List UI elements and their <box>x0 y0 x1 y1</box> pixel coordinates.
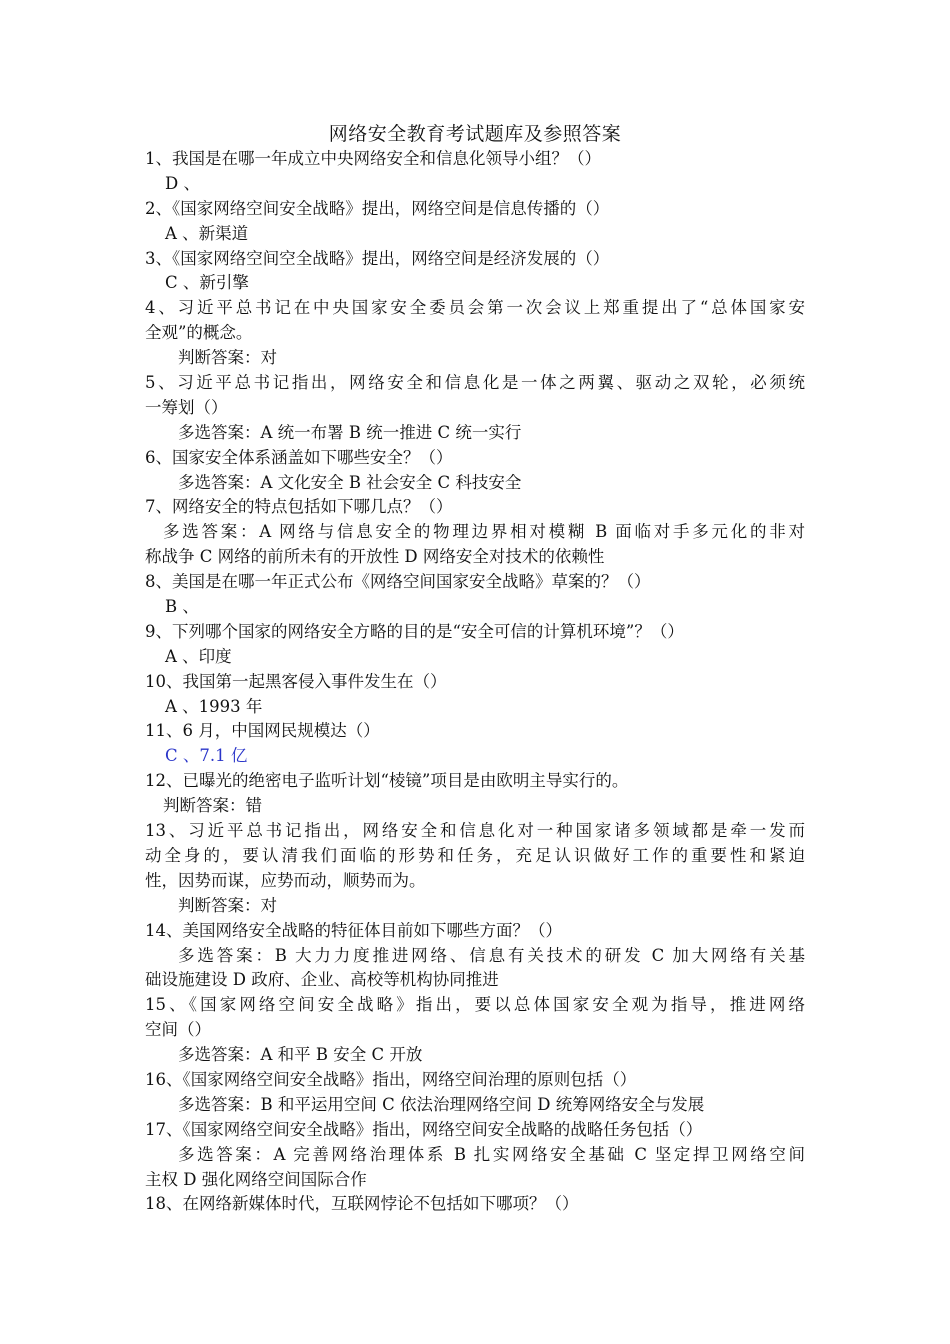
text-line: 12、已曝光的绝密电子监听计划“棱镜”项目是由欧明主导实行的。 <box>145 771 629 791</box>
text-line: 多选答案：A 文化安全 B 社会安全 C 科技安全 <box>178 472 522 492</box>
text-line: 础设施建设 D 政府、企业、高校等机构协同推进 <box>145 970 499 990</box>
text-line: 判断答案：对 <box>178 348 277 368</box>
text-line: 称战争 C 网络的前所未有的开放性 D 网络安全对技术的依赖性 <box>145 547 605 567</box>
text-line: 9、下列哪个国家的网络安全方略的目的是“安全可信的计算机环境”？（） <box>145 621 684 641</box>
text-line: 11、6 月，中国网民规模达（） <box>145 721 380 741</box>
document-title: 网络安全教育考试题库及参照答案 <box>328 123 622 145</box>
text-line: C 、新引擎 <box>165 273 249 293</box>
text-line: 8、美国是在哪一年正式公布《网络空间国家安全战略》草案的？（） <box>145 572 651 592</box>
text-line: 6、国家安全体系涵盖如下哪些安全？（） <box>145 447 453 467</box>
text-line: 多选答案：A 和平 B 安全 C 开放 <box>178 1045 423 1065</box>
text-line: A 、1993 年 <box>165 696 263 716</box>
text-line: 多选答案：A 统一布署 B 统一推进 C 统一实行 <box>178 422 522 442</box>
text-line: 10、我国第一起黑客侵入事件发生在（） <box>145 671 447 691</box>
text-line: A 、新渠道 <box>165 223 249 243</box>
text-line: 多选答案：B 大力力度推进网络、信息有关技术的研发 C 加大网络有关基 <box>178 945 805 965</box>
text-line: 2、《国家网络空间安全战略》提出，网络空间是信息传播的（） <box>145 198 610 218</box>
text-line: 多选答案：A 网络与信息安全的物理边界相对模糊 B 面临对手多元化的非对 <box>163 522 805 542</box>
text-line: 全观”的概念。 <box>145 323 253 343</box>
text-line: 动全身的，要认清我们面临的形势和任务，充足认识做好工作的重要性和紧迫 <box>145 845 805 865</box>
text-line: 1、我国是在哪一年成立中央网络安全和信息化领导小组？（） <box>145 149 601 168</box>
text-line: 17、《国家网络空间安全战略》指出，网络空间安全战略的战略任务包括（） <box>145 1119 703 1139</box>
text-line: 一筹划（） <box>145 397 228 417</box>
text-line: 7、网络安全的特点包括如下哪几点？（） <box>145 497 453 517</box>
text-line: 多选答案：A 完善网络治理体系 B 扎实网络安全基础 C 坚定捍卫网络空间 <box>178 1144 805 1164</box>
text-line: 15、《国家网络空间安全战略》指出，要以总体国家安全观为指导，推进网络 <box>145 995 805 1015</box>
text-line: C 、7.1 亿 <box>165 746 248 766</box>
text-line: 14、美国网络安全战略的特征体目前如下哪些方面？（） <box>145 920 562 940</box>
text-line: 多选答案：B 和平运用空间 C 依法治理网络空间 D 统筹网络安全与发展 <box>178 1094 705 1114</box>
text-line: D 、 <box>165 173 200 193</box>
text-line: 4、习近平总书记在中央国家安全委员会第一次会议上郑重提出了“总体国家安 <box>145 298 805 318</box>
text-line: 判断答案：错 <box>163 796 262 816</box>
text-line: 判断答案：对 <box>178 895 277 915</box>
text-line: 13、习近平总书记指出，网络安全和信息化对一种国家诸多领域都是牵一发而 <box>145 821 805 841</box>
text-line: 5、习近平总书记指出，网络安全和信息化是一体之两翼、驱动之双轮，必须统 <box>145 373 805 393</box>
text-line: 空间（） <box>145 1020 211 1040</box>
text-line: 3、《国家网络空间空全战略》提出，网络空间是经济发展的（） <box>145 248 610 268</box>
text-line: 16、《国家网络空间安全战略》指出，网络空间治理的原则包括（） <box>145 1069 637 1089</box>
text-line: 18、在网络新媒体时代，互联网悖论不包括如下哪项？（） <box>145 1194 579 1214</box>
text-line: A 、印度 <box>165 646 232 666</box>
text-line: B 、 <box>165 597 199 617</box>
text-line: 主权 D 强化网络空间国际合作 <box>145 1169 367 1189</box>
text-line: 性，因势而谋，应势而动，顺势而为。 <box>145 870 426 890</box>
document-body <box>145 147 805 1217</box>
